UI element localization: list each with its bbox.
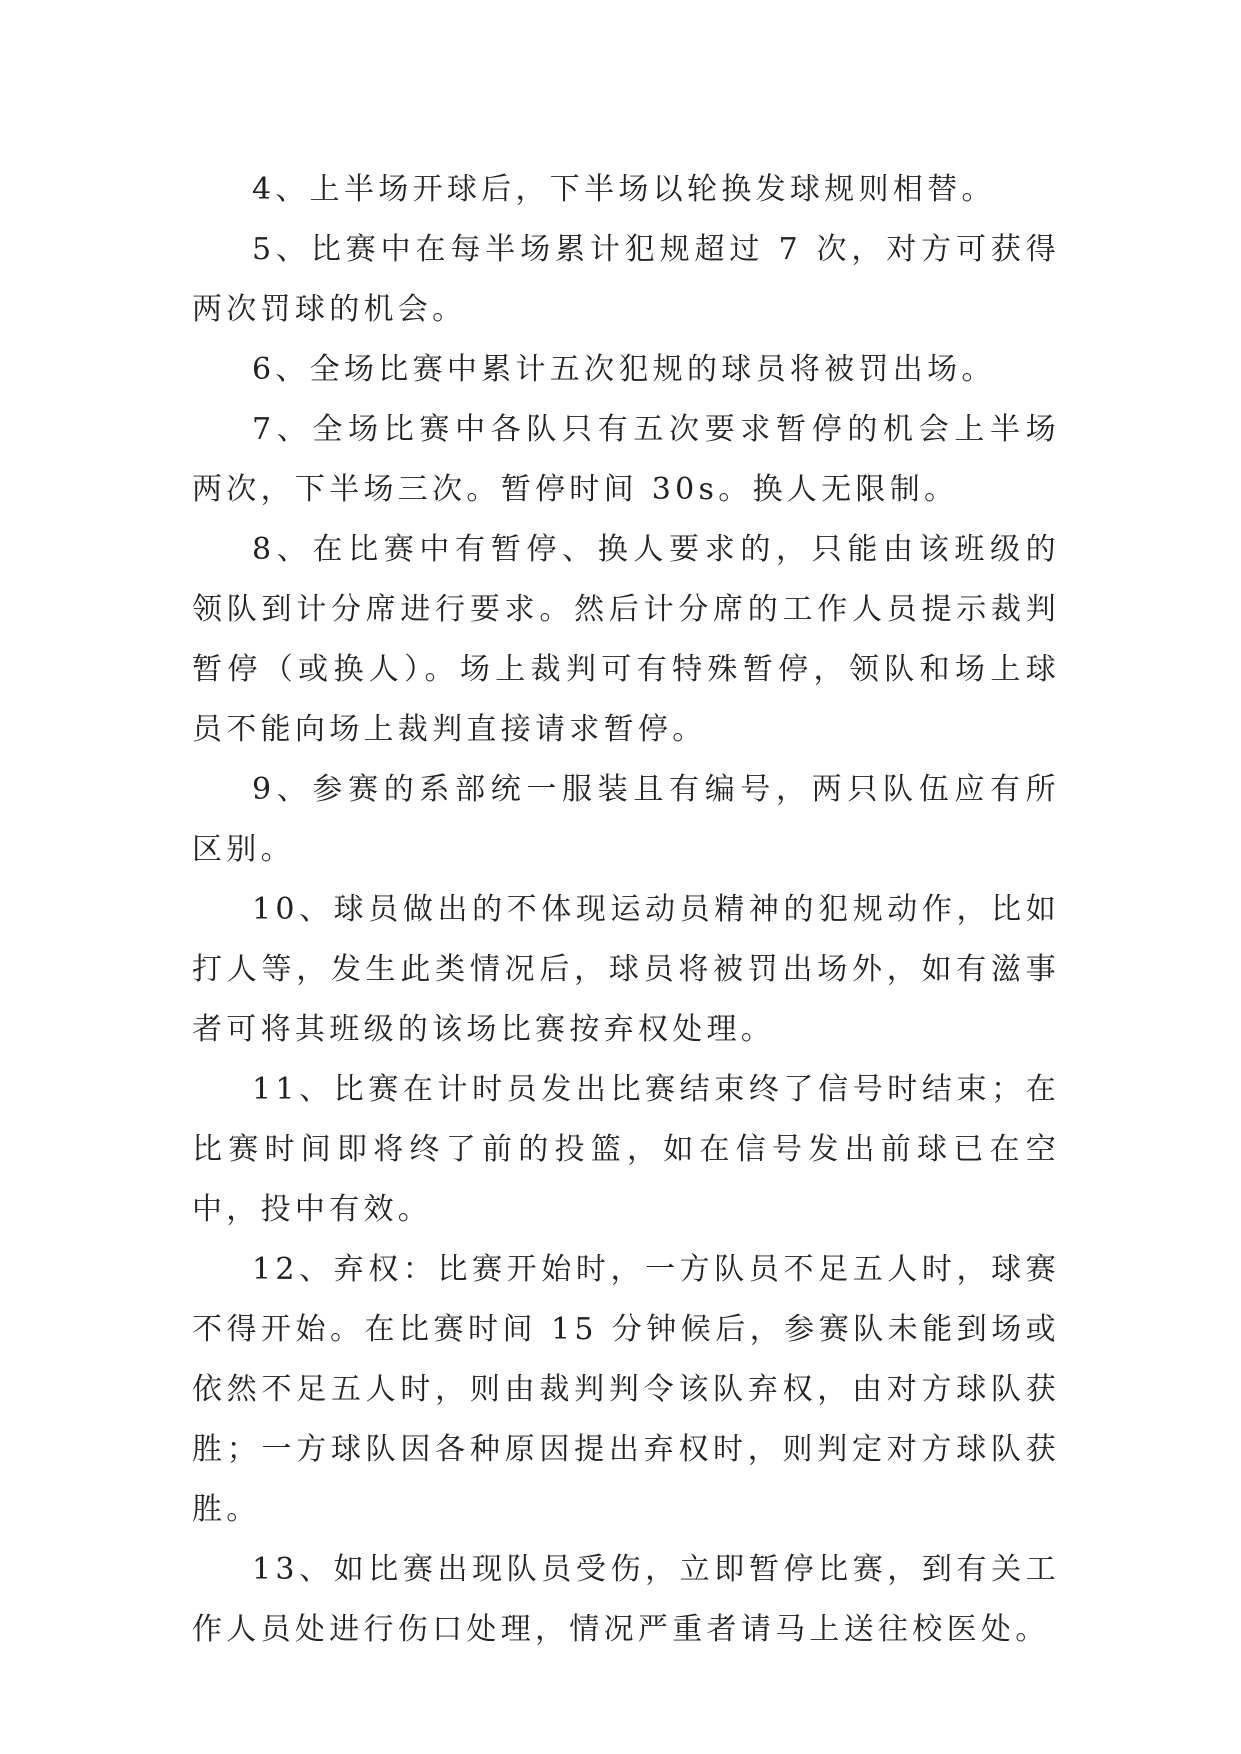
rule-paragraph-6: 6、全场比赛中累计五次犯规的球员将被罚出场。 xyxy=(252,352,996,387)
rule-paragraph-8: 8、在比赛中有暂停、换人要求的，只能由该班级的领队到计分席进行要求。然后计分席的工作人员提示裁判暂停（或换人）。场上裁判可有特殊暂停，领队和场上球员不能向场上裁判直接请求暂停。 xyxy=(192,532,1060,747)
rule-paragraph-7: 7、全场比赛中各队只有五次要求暂停的机会上半场两次，下半场三次。暂停时间 30s。换人无限制。 xyxy=(192,412,1060,507)
rule-paragraph-13: 13、如比赛出现队员受伤，立即暂停比赛，到有关工作人员处进行伤口处理，情况严重者请马上送往校医处。 xyxy=(192,1552,1060,1647)
rule-paragraph-11: 11、比赛在计时员发出比赛结束终了信号时结束；在比赛时间即将终了前的投篮，如在信号发出前球已在空中，投中有效。 xyxy=(192,1072,1060,1227)
document-body xyxy=(192,160,1060,1660)
rule-paragraph-9: 9、参赛的系部统一服装且有编号，两只队伍应有所区别。 xyxy=(192,772,1060,867)
rule-paragraph-4: 4、上半场开球后，下半场以轮换发球规则相替。 xyxy=(252,172,996,207)
rule-paragraph-12: 12、弃权：比赛开始时，一方队员不足五人时，球赛不得开始。在比赛时间 15 分钟候后，参赛队未能到场或依然不足五人时，则由裁判判令该队弃权，由对方球队获胜；一方球队因各种原因提出弃权时，则判定对方球队获胜。 xyxy=(192,1252,1060,1527)
rule-paragraph-5: 5、比赛中在每半场累计犯规超过 7 次，对方可获得两次罚球的机会。 xyxy=(192,232,1060,327)
rule-paragraph-10: 10、球员做出的不体现运动员精神的犯规动作，比如打人等，发生此类情况后，球员将被罚出场外，如有滋事者可将其班级的该场比赛按弃权处理。 xyxy=(192,892,1060,1047)
